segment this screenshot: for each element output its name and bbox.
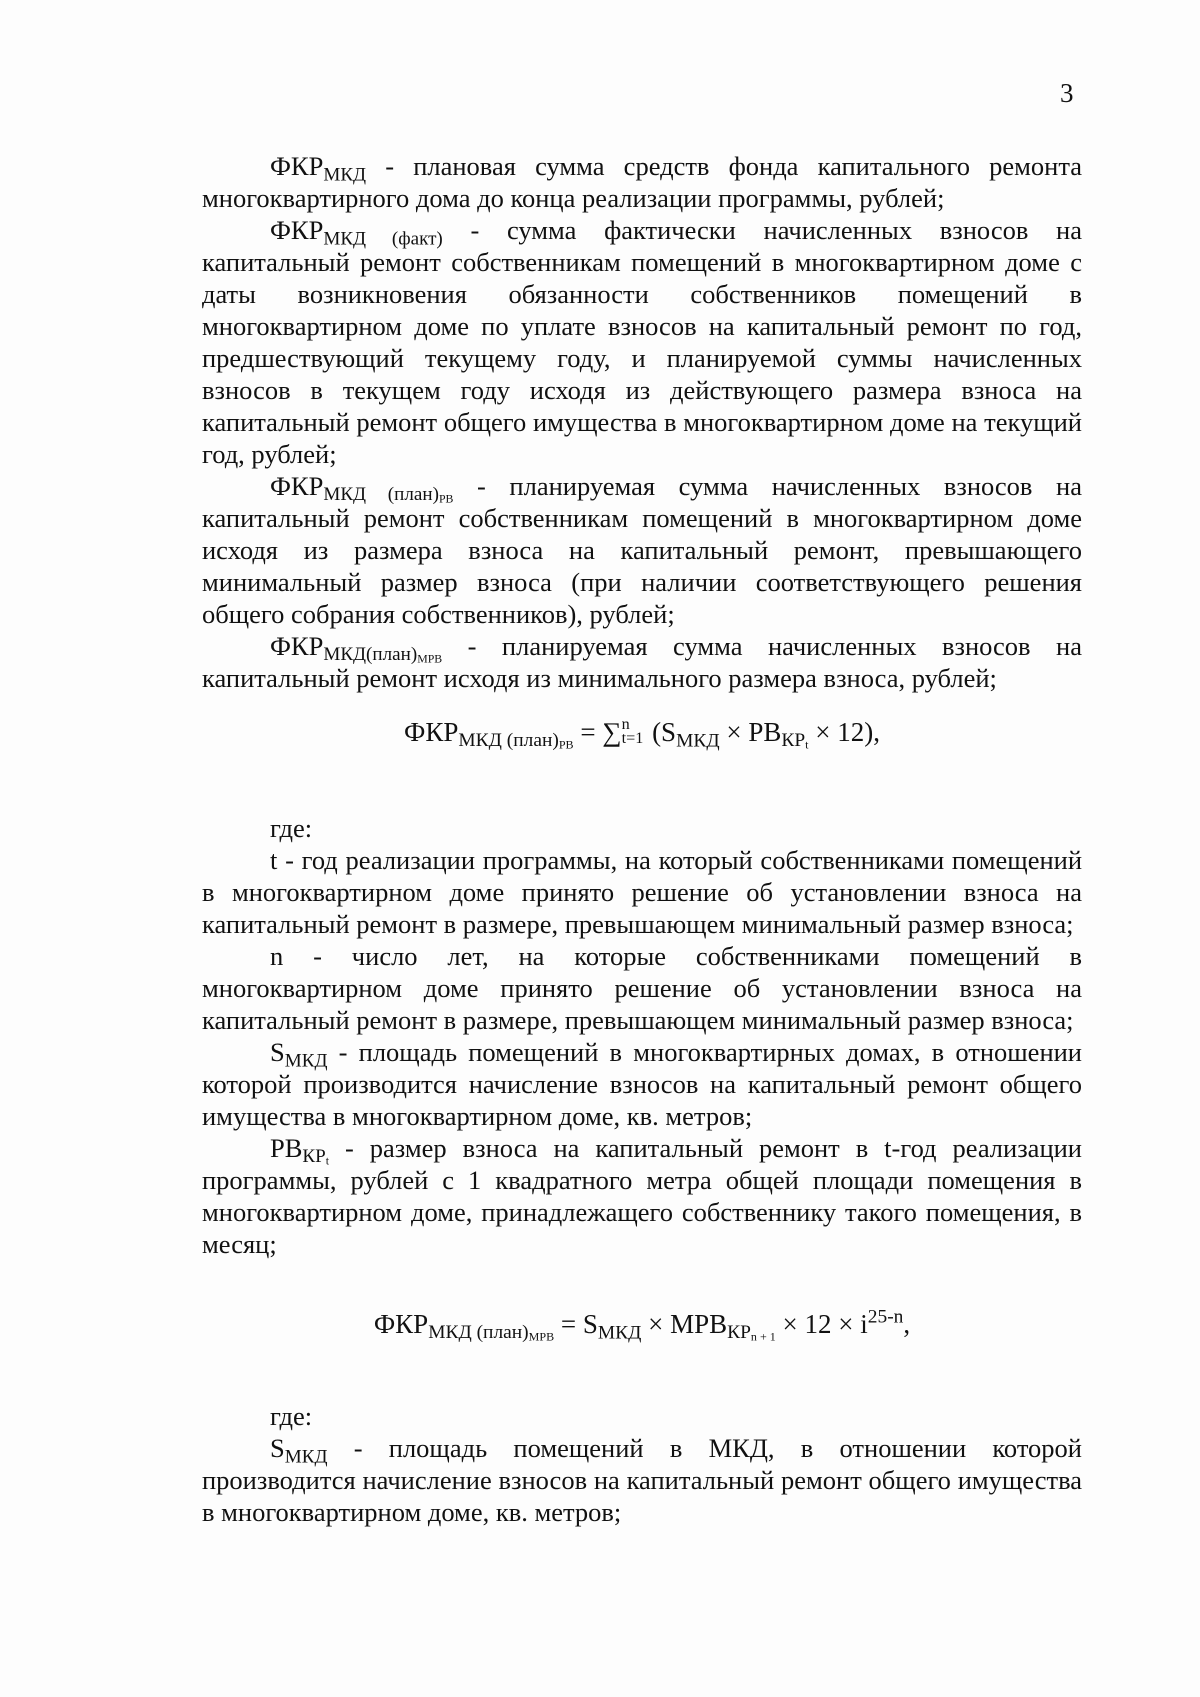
- term-fkr-mkd-fact: $ФКР_{МКД (факт)}$: [270, 215, 443, 250]
- term-s-mkd: $S_{МКД}$: [270, 1037, 328, 1072]
- where-label-2: где:: [270, 1401, 313, 1431]
- definition-fkr-mkd-plan-mrv: $ФКР_{МКД(план)_{МРВ}}$ - планируемая сумма начисленных взносов на капитальный ремонт исходя из минимального размера взноса, рублей;: [202, 631, 1082, 693]
- formula-plan-mrv: $ФКР_{МКД (план)_{МРВ}} = S_{МКД} \times МРВ_{КР_{n + 1}} \times 12 \times i^{25-n}$,: [373, 1306, 911, 1345]
- definition-t: t - год реализации программы, на который собственниками помещений в многоквартирном доме принято решение об установлении взноса на капитальный ремонт в размере, превышающем минимальный размер взноса;: [202, 845, 1082, 939]
- definition-rv-kr: $РВ_{КР_t}$ - размер взноса на капитальный ремонт в t-год реализации программы, рублей с 1 квадратного метра общей площади помещения в многоквартирном доме, принадлежащего собственнику такого помещения, в месяц;: [202, 1133, 1082, 1259]
- definition-fkr-mkd: $ФКР_{МКД}$ - плановая сумма средств фонда капитального ремонта многоквартирного дома до конца реализации программы, рублей;: [202, 151, 1082, 213]
- sum-limits: n t=1: [621, 714, 644, 748]
- definition-fkr-mkd-plan-rv: $ФКР_{МКД (план)_{РВ}}$ - планируемая сумма начисленных взносов на капитальный ремонт собственникам помещений в многоквартирном доме исходя из размера взноса на капитальный ремонт, превышающего минимальный размер взноса (при наличии соответствующего решения общего собрания собственников), рублей;: [202, 471, 1082, 629]
- term-fkr-mkd: $ФКР_{МКД}$: [270, 151, 367, 186]
- term-rv-kr: $РВ_{КР_t}$: [270, 1133, 330, 1168]
- term-fkr-mkd-plan-rv: $ФКР_{МКД (план)_{РВ}}$: [270, 471, 454, 506]
- definition-s-mkd: $S_{МКД}$ - площадь помещений в многоквартирных домах, в отношении которой производится начисление взносов на капитальный ремонт общего имущества в многоквартирном доме, кв. метров;: [202, 1037, 1082, 1131]
- formula-plan-rv: $ФКР_{МКД (план)_{РВ}}$ = ∑ n t=1 $(S_{МКД} \times РВ_{КР_t} \times 12)$,: [404, 714, 880, 753]
- term-fkr-mkd-plan-mrv: $ФКР_{МКД(план)_{МРВ}}$: [270, 631, 443, 666]
- page-number: 3: [1060, 78, 1074, 108]
- definition-fkr-mkd-fact: $ФКР_{МКД (факт)}$ - сумма фактически начисленных взносов на капитальный ремонт собственникам помещений в многоквартирном доме с даты возникновения обязанности собственников помещений в многоквартирном доме по уплате взносов на капитальный ремонт по год, предшествующий текущему году, и планируемой суммы начисленных взносов в текущем году исходя из действующего размера взноса на капитальный ремонт общего имущества в многоквартирном доме на текущий год, рублей;: [202, 215, 1082, 469]
- where-label: где:: [270, 813, 313, 843]
- definition-n: n - число лет, на которые собственниками помещений в многоквартирном доме принято решение об установлении взноса на капитальный ремонт в размере, превышающем минимальный размер взноса;: [202, 941, 1082, 1035]
- definition-s-mkd-2: $S_{МКД}$ - площадь помещений в МКД, в отношении которой производится начисление взносов на капитальный ремонт общего имущества в многоквартирном доме, кв. метров;: [202, 1433, 1082, 1527]
- term-s-mkd-2: $S_{МКД}$: [270, 1433, 328, 1468]
- document-body: [202, 150, 1082, 1528]
- sum-symbol: ∑: [602, 717, 622, 747]
